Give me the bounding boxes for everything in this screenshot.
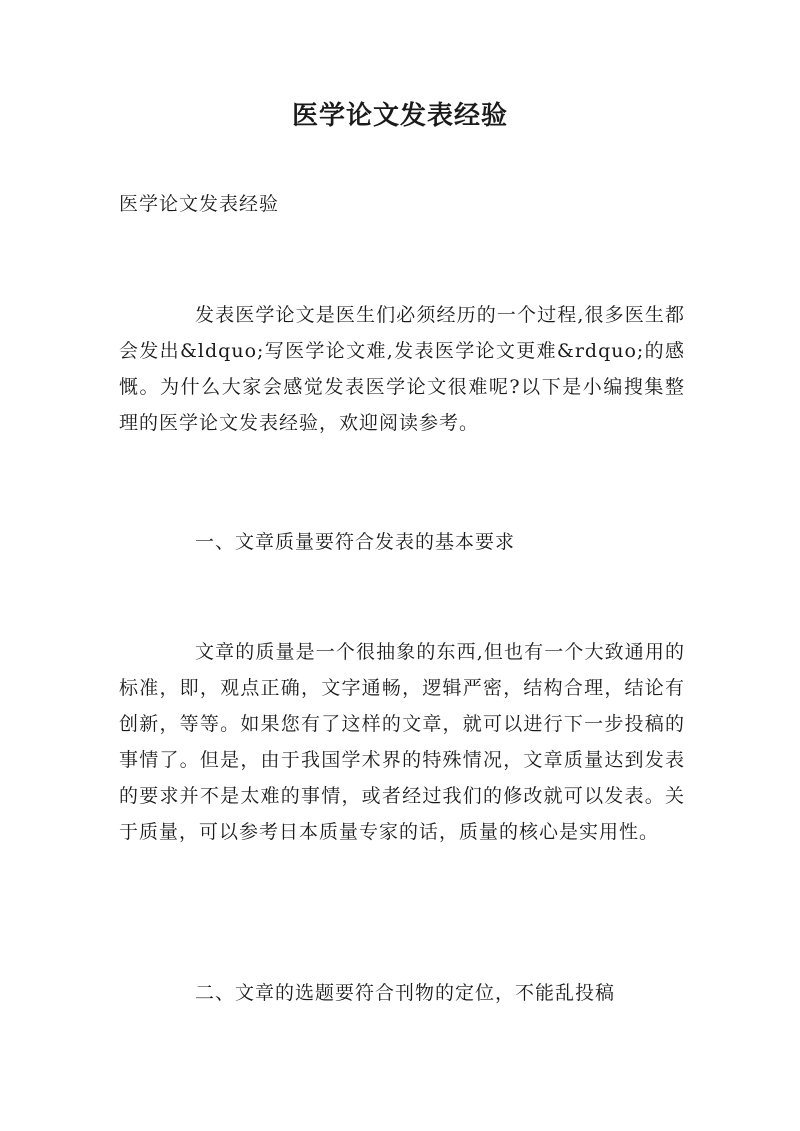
intro-paragraph: 发表医学论文是医生们必须经历的一个过程,很多医生都会发出&ldquo;写医学论文难,发表医学论文更难&rdquo;的感慨。为什么大家会感觉发表医学论文很难呢?以下是小编搜集整理的医学论文发表经验，欢迎阅读参考。 [119,304,685,434]
section-paragraph-1: 文章的质量是一个很抽象的东西,但也有一个大致通用的标准，即，观点正确，文字通畅，逻辑严密，结构合理，结论有创新，等等。如果您有了这样的文章，就可以进行下一步投稿的事情了。但是，由于我国学术界的特殊情况，文章质量达到发表的要求并不是太难的事情，或者经过我们的修改就可以发表。关于质量，可以参考日本质量专家的话，质量的核心是实用性。 [119,641,685,843]
document-subtitle: 医学论文发表经验 [119,193,280,215]
section-heading-1: 一、文章质量要符合发表的基本要求 [195,531,516,553]
document-title: 医学论文发表经验 [291,101,508,131]
section-heading-2: 二、文章的选题要符合刊物的定位，不能乱投稿 [195,982,616,1004]
